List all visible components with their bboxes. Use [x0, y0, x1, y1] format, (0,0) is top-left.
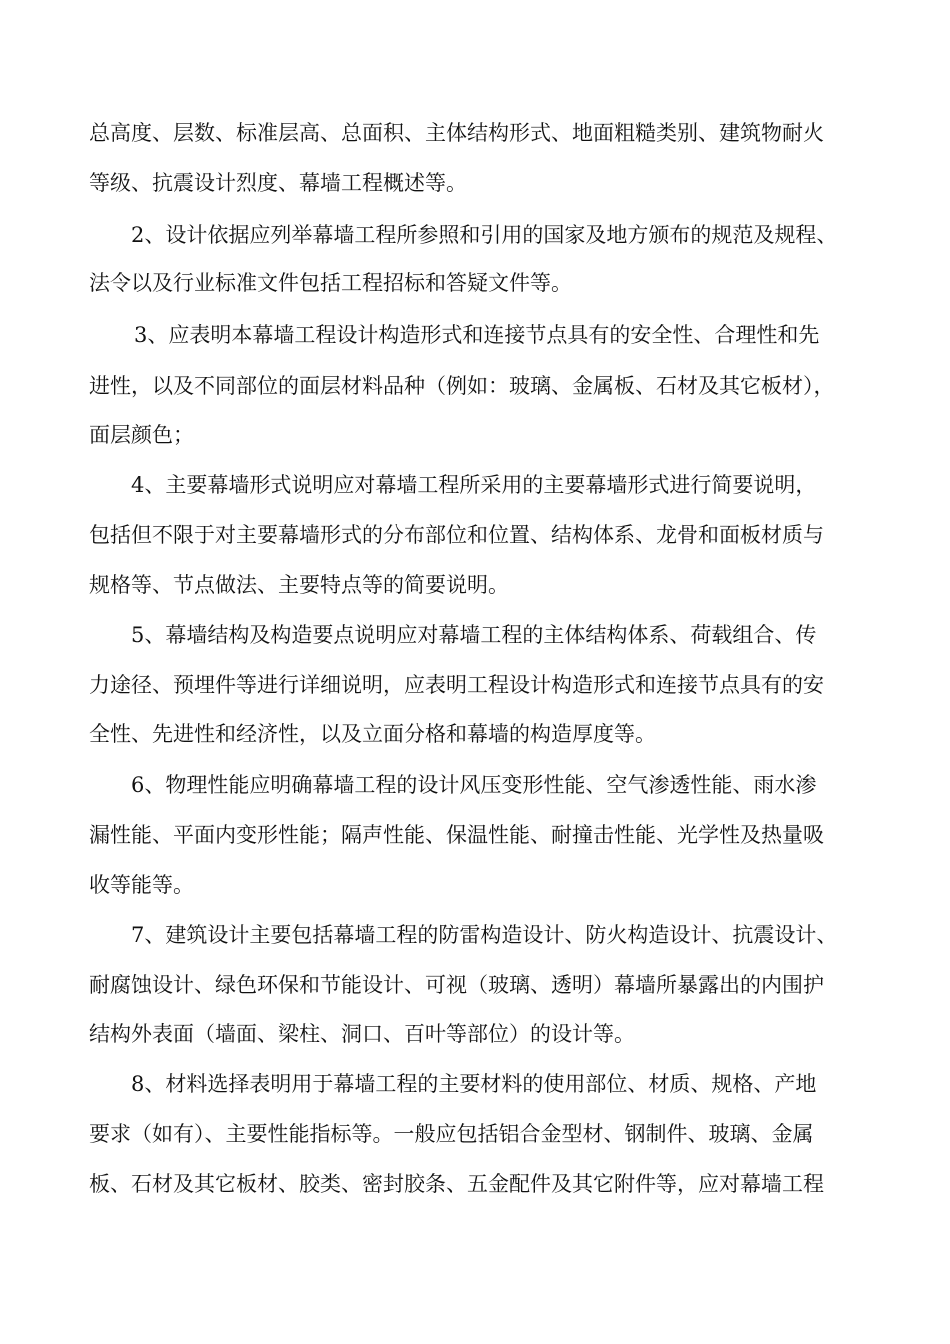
paragraph-line: 等级、抗震设计烈度、幕墙工程概述等。	[89, 171, 467, 195]
paragraph-line: 总高度、层数、标准层高、总面积、主体结构形式、地面粗糙类别、建筑物耐火	[89, 121, 824, 145]
paragraph-line: 8、材料选择表明用于幕墙工程的主要材料的使用部位、材质、规格、产地	[131, 1072, 817, 1096]
paragraph-line: 收等能等。	[89, 873, 194, 897]
paragraph-line: 包括但不限于对主要幕墙形式的分布部位和位置、结构体系、龙骨和面板材质与	[89, 523, 824, 547]
paragraph-line: 全性、先进性和经济性，以及立面分格和幕墙的构造厚度等。	[89, 722, 656, 746]
paragraph-line: 耐腐蚀设计、绿色环保和节能设计、可视（玻璃、透明）幕墙所暴露出的内围护	[89, 973, 824, 997]
paragraph-line: 6、物理性能应明确幕墙工程的设计风压变形性能、空气渗透性能、雨水渗	[131, 773, 817, 797]
paragraph-line: 漏性能、平面内变形性能；隔声性能、保温性能、耐撞击性能、光学性及热量吸	[89, 823, 824, 847]
paragraph-line: 力途径、预埋件等进行详细说明，应表明工程设计构造形式和连接节点具有的安	[89, 673, 824, 697]
paragraph-line: 面层颜色；	[89, 423, 194, 447]
paragraph-line: 法令以及行业标准文件包括工程招标和答疑文件等。	[89, 271, 572, 295]
paragraph-line: 2、设计依据应列举幕墙工程所参照和引用的国家及地方颁布的规范及规程、	[131, 223, 838, 247]
paragraph-line: 3、应表明本幕墙工程设计构造形式和连接节点具有的安全性、合理性和先	[134, 323, 820, 347]
paragraph-line: 板、石材及其它板材、胶类、密封胶条、五金配件及其它附件等，应对幕墙工程	[89, 1172, 824, 1196]
paragraph-line: 规格等、节点做法、主要特点等的简要说明。	[89, 573, 509, 597]
paragraph-line: 进性，以及不同部位的面层材料品种（例如：玻璃、金属板、石材及其它板材），	[89, 374, 835, 398]
paragraph-line: 4、主要幕墙形式说明应对幕墙工程所采用的主要幕墙形式进行简要说明，	[131, 473, 817, 497]
paragraph-line: 结构外表面（墙面、梁柱、洞口、百叶等部位）的设计等。	[89, 1022, 635, 1046]
paragraph-line: 5、幕墙结构及构造要点说明应对幕墙工程的主体结构体系、荷载组合、传	[131, 623, 817, 647]
paragraph-line: 要求（如有）、主要性能指标等。一般应包括铝合金型材、钢制件、玻璃、金属	[89, 1122, 814, 1146]
paragraph-line: 7、建筑设计主要包括幕墙工程的防雷构造设计、防火构造设计、抗震设计、	[131, 923, 838, 947]
